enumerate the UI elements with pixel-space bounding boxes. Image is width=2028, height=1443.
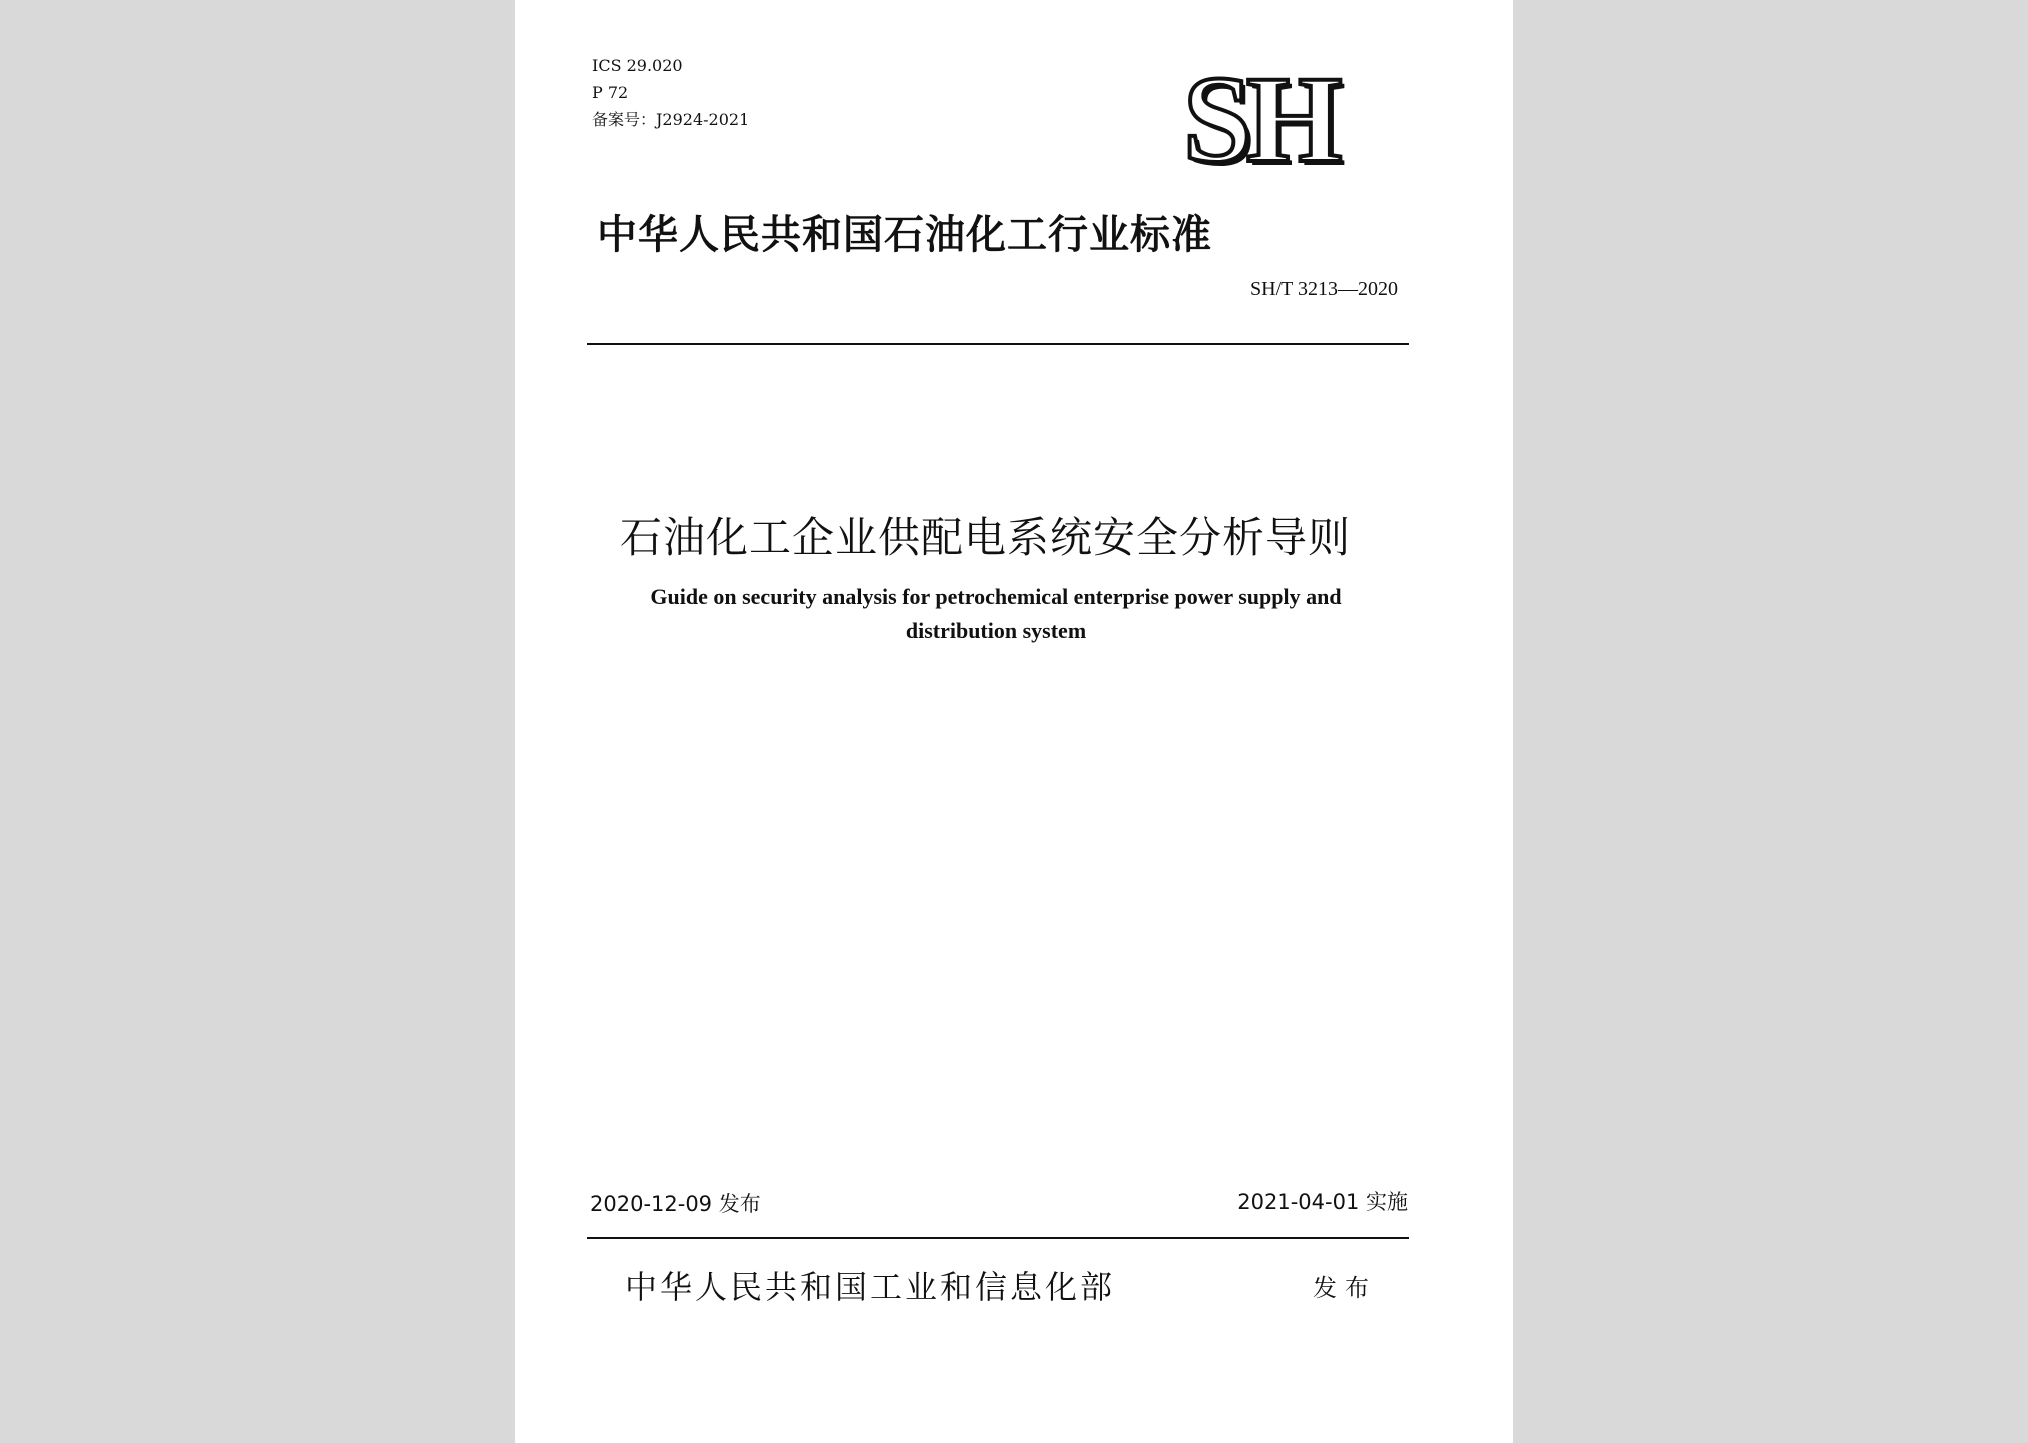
industry-standard-title: 中华人民共和国石油化工行业标准 — [597, 212, 1212, 258]
sh-logo: SH — [1183, 51, 1337, 188]
standard-code: SH/T 3213—2020 — [1250, 278, 1398, 300]
ics-code: ICS 29.020 — [592, 56, 683, 75]
header-divider — [587, 343, 1409, 345]
publisher-name: 中华人民共和国工业和信息化部 — [625, 1268, 1116, 1306]
effective-date: 2021-04-01 实施 — [1237, 1190, 1408, 1214]
record-number: 备案号：J2924-2021 — [592, 110, 750, 129]
issue-date: 2020-12-09 发布 — [590, 1192, 761, 1216]
document-page — [515, 0, 1513, 1443]
document-title-cn: 石油化工企业供配电系统安全分析导则 — [620, 513, 1352, 562]
footer-divider — [587, 1237, 1409, 1239]
publish-label: 发布 — [1313, 1274, 1377, 1302]
category-code: P 72 — [592, 83, 629, 102]
document-title-en: Guide on security analysis for petrochemical enterprise power supply and distribution system — [650, 584, 1342, 643]
